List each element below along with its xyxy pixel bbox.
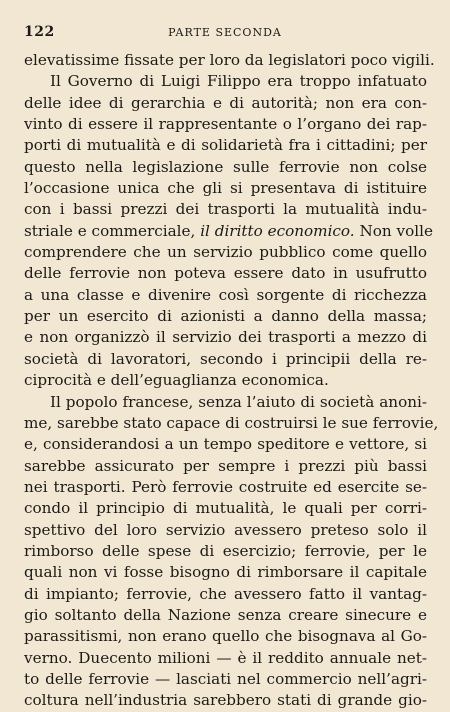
text-line: spettivo del loro servizio avessero preteso solo il: [24, 520, 427, 539]
text-line: l’occasione unica che gli si presentava di istituire: [24, 179, 427, 198]
text-line: parassitismi, non erano quello che bisognava al Go-: [24, 627, 427, 646]
text-line: e, considerandosi a un tempo speditore e vettore, si: [24, 435, 427, 454]
text-line: gio soltanto della Nazione senza creare sinecure e: [24, 605, 427, 624]
text-line: rimborso delle spese di esercizio; ferrovie, per le: [24, 541, 427, 560]
body-text: [24, 50, 439, 712]
text-line: sarebbe assicurato per sempre i prezzi più bassi: [24, 456, 427, 475]
text-line: e non organizzò il servizio dei trasporti a mezzo di: [24, 328, 427, 347]
text-line: condo il principio di mutualità, le quali per corri-: [24, 499, 427, 518]
text-line: per un esercito di azionisti a danno della massa;: [24, 307, 427, 326]
text-line: comprendere che un servizio pubblico come quello: [24, 243, 427, 262]
running-head: PARTE SECONDA: [168, 26, 282, 39]
text-line: me, sarebbe stato capace di costruirsi le sue ferrovie,: [24, 413, 439, 432]
text-segment: striale e commerciale,: [24, 221, 196, 240]
text-line: delle ferrovie non poteva essere dato in usufrutto: [24, 264, 427, 283]
text-line: Il Governo di Luigi Filippo era troppo infatuato: [50, 72, 427, 91]
italic-phrase: il diritto economico.: [200, 221, 355, 240]
text-line: questo nella legislazione sulle ferrovie non colse: [24, 157, 427, 176]
text-line: di impianto; ferrovie, che avessero fatto il vantag-: [24, 584, 427, 603]
text-line: a una classe e divenire così sorgente di ricchezza: [24, 285, 427, 304]
text-line: ciprocità e dell’eguaglianza economica.: [24, 371, 329, 390]
text-line: vinto di essere il rappresentante o l’organo dei rap-: [24, 115, 427, 134]
text-line: nei trasporti. Però ferrovie costruite ed esercite se-: [24, 477, 427, 496]
text-line: con i bassi prezzi dei trasporti la mutualità indu-: [24, 200, 427, 219]
text-segment: Non volle: [354, 221, 433, 240]
page-header: [24, 24, 426, 44]
text-line: to delle ferrovie — lasciati nel commercio nell’agri-: [24, 669, 427, 688]
text-line: Il popolo francese, senza l’aiuto di società anoni-: [50, 392, 427, 411]
text-line: coltura nell’industria sarebbero stati di grande gio-: [24, 691, 427, 710]
text-line: quali non vi fosse bisogno di rimborsare il capitale: [24, 563, 427, 582]
text-line: elevatissime fissate per loro da legislatori poco vigili.: [24, 51, 435, 69]
text-line: verno. Duecento milioni — è il reddito annuale net-: [24, 648, 427, 667]
page-number: 122: [24, 24, 55, 40]
text-line: società di lavoratori, secondo i principii della re-: [24, 349, 427, 368]
text-line-with-italic: [24, 221, 433, 242]
text-line: porti di mutualità e di solidarietà fra i cittadini; per: [24, 136, 427, 155]
text-line: delle idee di gerarchia e di autorità; non era con-: [24, 93, 427, 112]
